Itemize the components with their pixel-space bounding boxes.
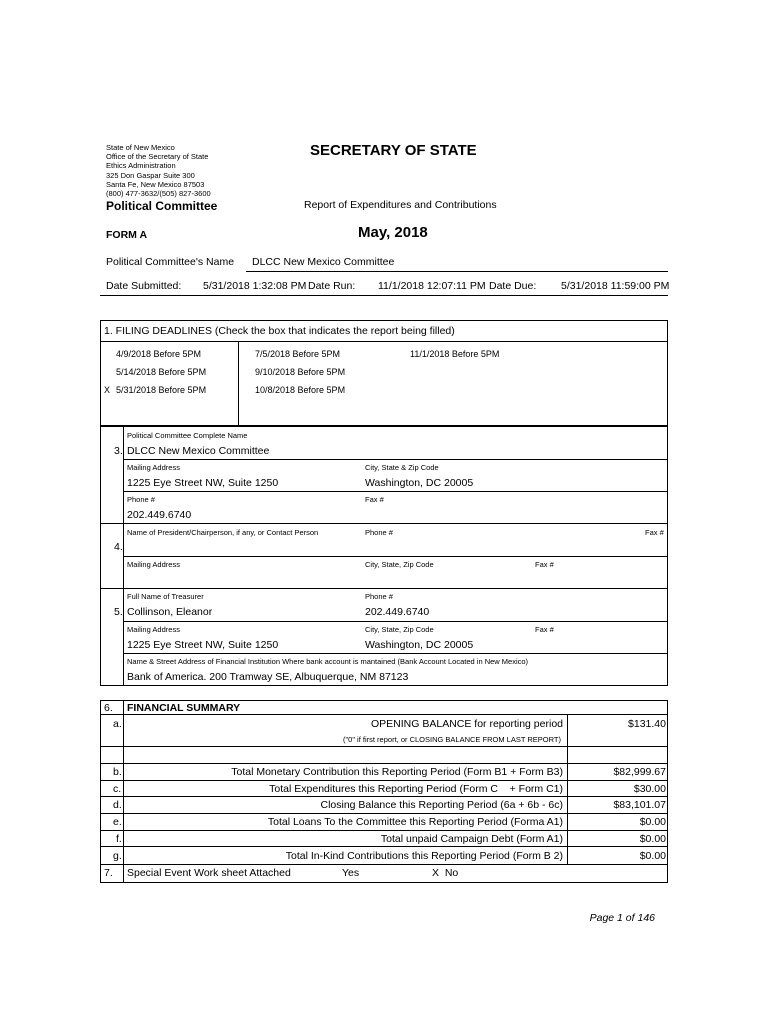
divider bbox=[100, 523, 668, 524]
filing-heading: 1. FILING DEADLINES (Check the box that indicates the report being filled) bbox=[104, 325, 455, 337]
summary-value: $0.00 bbox=[639, 816, 666, 828]
page-title: SECRETARY OF STATE bbox=[310, 142, 477, 159]
bank-info: Bank of America. 200 Tramway SE, Albuquerque, NM 87123 bbox=[127, 671, 409, 683]
summary-label: Total unpaid Campaign Debt (Form A1) bbox=[380, 833, 563, 845]
summary-label: OPENING BALANCE for reporting period bbox=[371, 718, 563, 730]
section-number: 6. bbox=[104, 702, 113, 714]
agency-line: Ethics Administration bbox=[106, 161, 176, 171]
committee-name-label: Political Committee's Name bbox=[106, 256, 235, 268]
field-label: Full Name of Treasurer bbox=[127, 592, 204, 601]
date-due-value: 5/31/2018 11:59:00 PM bbox=[561, 280, 670, 292]
treasurer-city: Washington, DC 20005 bbox=[365, 639, 474, 651]
field-label: City, State, Zip Code bbox=[365, 560, 434, 569]
section-number: 4. bbox=[114, 541, 123, 553]
financial-summary-heading: FINANCIAL SUMMARY bbox=[127, 702, 241, 714]
committee-name-value: DLCC New Mexico Committee bbox=[252, 256, 395, 268]
report-title: Report of Expenditures and Contributions bbox=[304, 199, 497, 211]
summary-label: Total Loans To the Committee this Reporting Period (Forma A1) bbox=[267, 816, 563, 828]
treasurer-mailing-address: 1225 Eye Street NW, Suite 1250 bbox=[127, 639, 279, 651]
divider bbox=[100, 830, 668, 831]
summary-value: $83,101.07 bbox=[613, 799, 666, 811]
committee-complete-name: DLCC New Mexico Committee bbox=[127, 445, 270, 457]
date-run-value: 11/1/2018 12:07:11 PM bbox=[378, 280, 486, 292]
summary-letter: b. bbox=[113, 766, 122, 778]
date-submitted-label: Date Submitted: bbox=[106, 280, 182, 292]
divider bbox=[567, 714, 568, 864]
summary-letter: c. bbox=[113, 783, 122, 795]
field-label: Phone # bbox=[365, 592, 393, 601]
agency-line: Santa Fe, New Mexico 87503 bbox=[106, 179, 205, 189]
deadline-option: 5/31/2018 Before 5PM bbox=[116, 385, 207, 395]
report-period: May, 2018 bbox=[358, 224, 428, 241]
agency-line: 325 Don Gaspar Suite 300 bbox=[106, 170, 195, 180]
summary-label: Total Monetary Contribution this Reporting Period (Form B1 + Form B3) bbox=[231, 766, 563, 778]
agency-line: Office of the Secretary of State bbox=[106, 152, 209, 162]
agency-address bbox=[106, 143, 211, 198]
committee-mailing-address: 1225 Eye Street NW, Suite 1250 bbox=[127, 477, 279, 489]
date-submitted-value: 5/31/2018 1:32:08 PM bbox=[203, 280, 307, 292]
summary-letter: g. bbox=[113, 850, 122, 862]
deadline-checked-mark: X bbox=[104, 385, 111, 395]
divider bbox=[246, 271, 668, 272]
section-number: 5. bbox=[114, 606, 123, 618]
date-due-label: Date Due: bbox=[489, 280, 537, 292]
summary-label: Total Expenditures this Reporting Period (Form C + Form C1) bbox=[269, 783, 563, 795]
summary-label: Total In-Kind Contributions this Reporting Period (Form B 2) bbox=[285, 850, 563, 862]
divider bbox=[100, 746, 668, 747]
field-label: Mailing Address bbox=[127, 625, 180, 634]
summary-value: $131.40 bbox=[628, 718, 666, 730]
summary-letter: d. bbox=[113, 799, 122, 811]
divider bbox=[123, 700, 124, 883]
deadline-option: 4/9/2018 Before 5PM bbox=[116, 349, 202, 359]
divider bbox=[100, 295, 668, 296]
divider bbox=[100, 864, 668, 865]
committee-phone: 202.449.6740 bbox=[127, 509, 192, 521]
form-label: FORM A bbox=[106, 229, 148, 241]
divider bbox=[100, 796, 668, 797]
summary-value: $82,999.67 bbox=[613, 766, 666, 778]
agency-line: (800) 477-3632/(505) 827-3600 bbox=[106, 189, 211, 199]
divider bbox=[123, 556, 668, 557]
summary-letter: e. bbox=[113, 816, 122, 828]
divider bbox=[100, 780, 668, 781]
divider bbox=[123, 653, 668, 654]
field-label: Phone # bbox=[127, 495, 155, 504]
field-label: City, State & Zip Code bbox=[365, 463, 439, 472]
field-label: Fax # bbox=[365, 495, 384, 504]
opening-note: ("0" if first report, or CLOSING BALANCE FROM LAST REPORT) bbox=[342, 735, 561, 744]
field-label: Political Committee Complete Name bbox=[127, 431, 248, 440]
agency-line: State of New Mexico bbox=[106, 143, 175, 152]
special-event-no: X No bbox=[432, 867, 459, 879]
deadline-option: 10/8/2018 Before 5PM bbox=[255, 385, 346, 395]
field-label: Fax # bbox=[535, 625, 554, 634]
treasurer-phone: 202.449.6740 bbox=[365, 606, 430, 618]
field-label: Mailing Address bbox=[127, 560, 180, 569]
special-event-yes: Yes bbox=[342, 867, 360, 879]
committee-city: Washington, DC 20005 bbox=[365, 477, 474, 489]
field-label: City, State, Zip Code bbox=[365, 625, 434, 634]
deadline-option: 5/14/2018 Before 5PM bbox=[116, 367, 207, 377]
deadline-option: 11/1/2018 Before 5PM bbox=[410, 349, 500, 359]
field-label: Fax # bbox=[645, 528, 664, 537]
divider bbox=[100, 813, 668, 814]
divider bbox=[100, 588, 668, 589]
page-number: Page 1 of 146 bbox=[589, 912, 655, 924]
special-event-label: Special Event Work sheet Attached bbox=[127, 867, 291, 879]
section-number: 7. bbox=[104, 867, 113, 879]
field-label: Phone # bbox=[365, 528, 393, 537]
deadline-option: 9/10/2018 Before 5PM bbox=[255, 367, 346, 377]
divider bbox=[123, 621, 668, 622]
summary-value: $30.00 bbox=[633, 783, 666, 795]
field-label: Name of President/Chairperson, if any, or Contact Person bbox=[127, 528, 319, 537]
summary-value: $0.00 bbox=[639, 833, 666, 845]
section-number: 3. bbox=[114, 445, 123, 457]
divider bbox=[100, 763, 668, 764]
field-label: Mailing Address bbox=[127, 463, 180, 472]
summary-label: Closing Balance this Reporting Period (6a + 6b - 6c) bbox=[320, 799, 563, 811]
field-label: Fax # bbox=[535, 560, 554, 569]
divider bbox=[123, 459, 668, 460]
divider bbox=[100, 341, 668, 342]
divider bbox=[238, 341, 239, 426]
summary-value: $0.00 bbox=[639, 850, 666, 862]
divider bbox=[100, 714, 668, 715]
divider bbox=[100, 846, 668, 847]
divider bbox=[123, 491, 668, 492]
summary-letter: f. bbox=[116, 833, 122, 845]
deadline-option: 7/5/2018 Before 5PM bbox=[255, 349, 341, 359]
summary-letter: a. bbox=[113, 718, 122, 730]
date-run-label: Date Run: bbox=[308, 280, 356, 292]
treasurer-name: Collinson, Eleanor bbox=[127, 606, 213, 618]
committee-type: Political Committee bbox=[106, 199, 218, 213]
field-label: Name & Street Address of Financial Institution Where bank account is mantained (Bank Account Located in New Mexico) bbox=[127, 657, 529, 666]
